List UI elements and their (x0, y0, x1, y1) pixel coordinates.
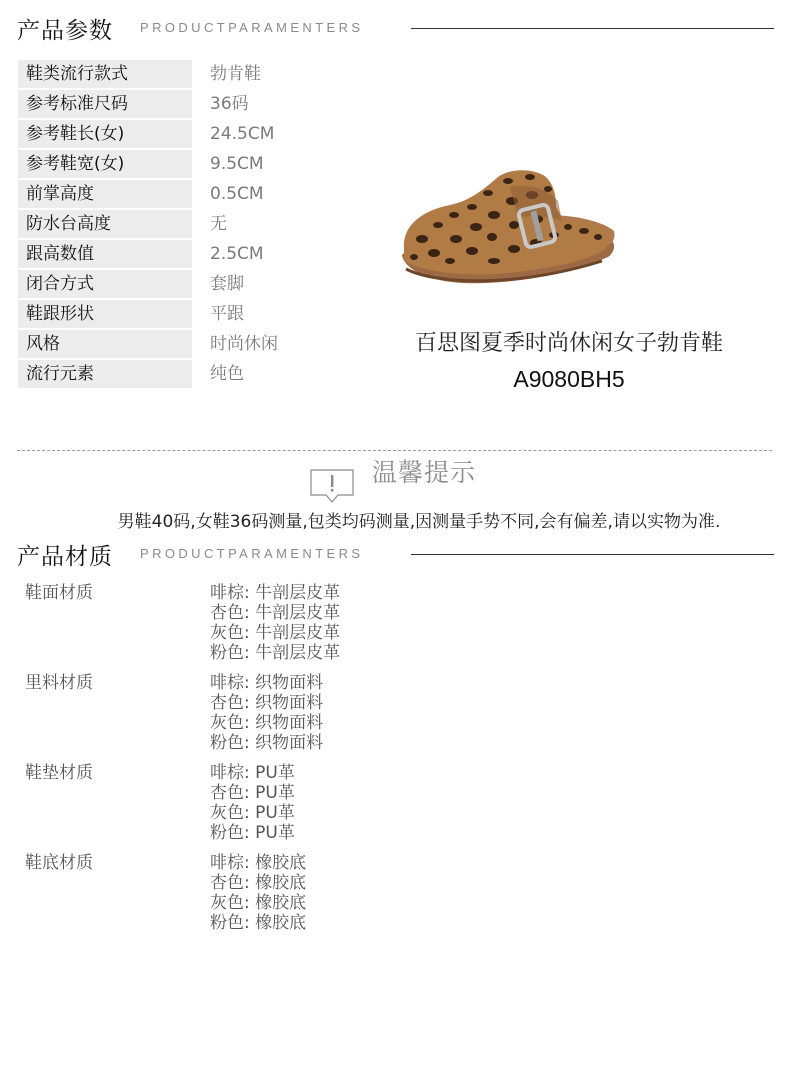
material-line: 粉色: PU革 (210, 823, 295, 843)
materials-section-header (0, 538, 790, 578)
param-value: 36码 (210, 94, 249, 114)
param-value: 勃肯鞋 (210, 64, 261, 84)
params-section-title: 产品参数 (17, 18, 113, 44)
material-label: 鞋面材质 (25, 583, 93, 603)
material-group (0, 763, 790, 853)
param-value: 无 (210, 214, 227, 234)
material-line: 啡棕: 橡胶底 (210, 853, 307, 873)
material-line: 杏色: PU革 (210, 783, 295, 803)
param-value: 24.5CM (210, 124, 275, 144)
param-value: 时尚休闲 (210, 334, 278, 354)
materials-section-subtitle: PRODUCTPARAMENTERS (140, 546, 364, 561)
section-divider (411, 28, 774, 29)
param-row (18, 240, 318, 268)
params-section-subtitle: PRODUCTPARAMENTERS (140, 20, 364, 35)
param-label: 风格 (18, 330, 192, 358)
param-label: 防水台高度 (18, 210, 192, 238)
param-row (18, 180, 318, 208)
param-label: 鞋跟形状 (18, 300, 192, 328)
param-label: 流行元素 (18, 360, 192, 388)
material-label: 鞋底材质 (25, 853, 93, 873)
leopard-print-clog-image (398, 165, 622, 295)
param-row (18, 210, 318, 238)
material-line: 粉色: 橡胶底 (210, 913, 307, 933)
notice-text: 男鞋40码,女鞋36码测量,包类均码测量,因测量手势不同,会有偏差,请以实物为准. (117, 512, 721, 532)
section-divider (411, 554, 774, 555)
param-value: 纯色 (210, 364, 244, 384)
param-label: 闭合方式 (18, 270, 192, 298)
param-row (18, 300, 318, 328)
material-line: 灰色: 橡胶底 (210, 893, 307, 913)
material-line: 啡棕: 牛剖层皮革 (210, 583, 341, 603)
material-line: 粉色: 织物面料 (210, 733, 324, 753)
params-section-header (0, 12, 790, 52)
param-label: 跟高数值 (18, 240, 192, 268)
param-row (18, 270, 318, 298)
material-label: 里料材质 (25, 673, 93, 693)
param-row (18, 330, 318, 358)
notice-title: 温馨提示 (372, 458, 477, 487)
material-group (0, 853, 790, 943)
material-group (0, 673, 790, 763)
product-image (398, 165, 622, 295)
param-label: 参考标准尺码 (18, 90, 192, 118)
material-group (0, 583, 790, 673)
param-value: 平跟 (210, 304, 244, 324)
param-row (18, 360, 318, 388)
param-row (18, 60, 318, 88)
product-name: 百思图夏季时尚休闲女子勃肯鞋 (414, 331, 723, 356)
materials-section-title: 产品材质 (17, 544, 113, 570)
param-label: 前掌高度 (18, 180, 192, 208)
param-value: 0.5CM (210, 184, 264, 204)
material-line: 杏色: 橡胶底 (210, 873, 307, 893)
material-line: 灰色: 牛剖层皮革 (210, 623, 341, 643)
param-value: 2.5CM (210, 244, 264, 264)
param-row (18, 120, 318, 148)
param-value: 套脚 (210, 274, 244, 294)
param-row (18, 90, 318, 118)
product-code: A9080BH5 (513, 366, 625, 392)
material-line: 粉色: 牛剖层皮革 (210, 643, 341, 663)
param-label: 参考鞋宽(女) (18, 150, 192, 178)
material-line: 灰色: 织物面料 (210, 713, 324, 733)
material-line: 杏色: 牛剖层皮革 (210, 603, 341, 623)
material-label: 鞋垫材质 (25, 763, 93, 783)
param-value: 9.5CM (210, 154, 264, 174)
param-label: 鞋类流行款式 (18, 60, 192, 88)
exclamation-tooltip-icon (310, 469, 354, 503)
dashed-divider (17, 450, 772, 451)
materials-list (0, 583, 790, 943)
param-row (18, 150, 318, 178)
material-line: 啡棕: 织物面料 (210, 673, 324, 693)
param-label: 参考鞋长(女) (18, 120, 192, 148)
material-line: 啡棕: PU革 (210, 763, 295, 783)
material-line: 灰色: PU革 (210, 803, 295, 823)
material-line: 杏色: 织物面料 (210, 693, 324, 713)
params-table (18, 60, 318, 390)
